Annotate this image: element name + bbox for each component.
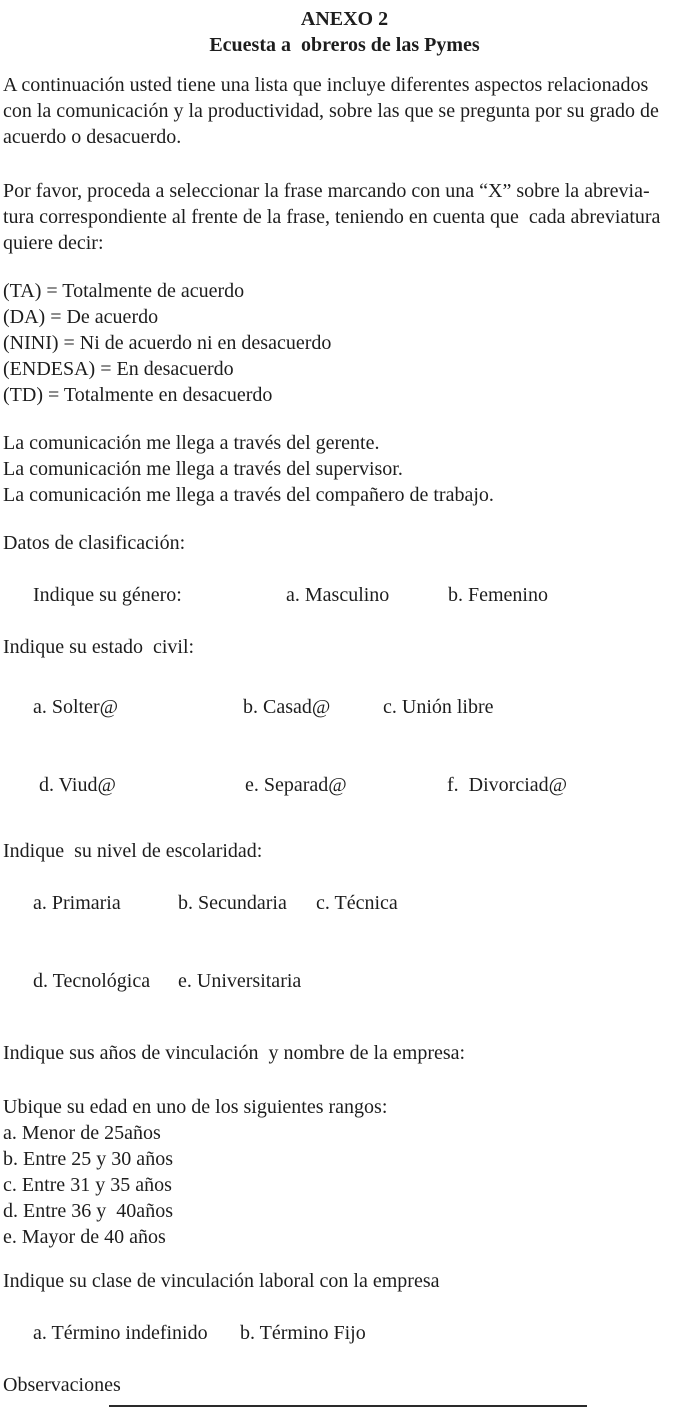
age-section bbox=[3, 1094, 686, 1250]
abbreviation-ta: (TA) = Totalmente de acuerdo bbox=[3, 280, 245, 302]
marital-option-viudo: d. Viud@ bbox=[39, 774, 116, 796]
age-option-e: e. Mayor de 40 años bbox=[3, 1226, 166, 1248]
title-block bbox=[3, 6, 686, 58]
gender-row bbox=[3, 556, 686, 634]
marital-status-options bbox=[3, 668, 686, 824]
age-option-a: a. Menor de 25años bbox=[3, 1122, 161, 1144]
classification-header: Datos de clasificación: bbox=[3, 532, 186, 554]
education-label: Indique su nivel de escolaridad: bbox=[3, 840, 263, 862]
education-option-tecnologica: d. Tecnológica bbox=[33, 970, 151, 992]
marital-option-soltero: a. Solter@ bbox=[33, 696, 119, 718]
education-option-tecnica: c. Técnica bbox=[316, 892, 398, 914]
marital-row-1 bbox=[3, 668, 686, 746]
instructions-paragraph bbox=[3, 178, 686, 256]
abbreviation-td: (TD) = Totalmente en desacuerdo bbox=[3, 384, 273, 406]
education-option-secundaria: b. Secundaria bbox=[178, 892, 287, 914]
gender-option-masculino: a. Masculino bbox=[286, 584, 390, 606]
marital-option-divorciado: f. Divorciad@ bbox=[447, 774, 568, 796]
age-option-d: d. Entre 36 y 40años bbox=[3, 1200, 173, 1222]
intro-paragraph bbox=[3, 72, 686, 150]
education-option-universitaria: e. Universitaria bbox=[178, 970, 302, 992]
marital-option-union-libre: c. Unión libre bbox=[383, 696, 494, 718]
marital-row-2 bbox=[3, 746, 686, 824]
marital-option-casado: b. Casad@ bbox=[243, 696, 331, 718]
education-section bbox=[3, 838, 686, 1020]
tenure-company-line: Indique sus años de vinculación y nombre de la empresa: bbox=[3, 1042, 466, 1064]
age-option-b: b. Entre 25 y 30 años bbox=[3, 1148, 173, 1170]
marital-status-label: Indique su estado civil: bbox=[3, 636, 195, 658]
employment-type-row bbox=[3, 1294, 686, 1372]
abbreviation-endesa: (ENDESA) = En desacuerdo bbox=[3, 358, 234, 380]
gender-label: Indique su género: bbox=[33, 584, 182, 606]
abbreviation-nini: (NINI) = Ni de acuerdo ni en desacuerdo bbox=[3, 332, 332, 354]
employment-type-section bbox=[3, 1268, 686, 1398]
instructions-line: tura correspondiente al frente de la frase, teniendo en cuenta que cada abreviatura bbox=[3, 206, 661, 228]
page-subtitle: Ecuesta a obreros de las Pymes bbox=[209, 34, 480, 56]
intro-line: A continuación usted tiene una lista que incluye diferentes aspectos relacionados bbox=[3, 74, 649, 96]
intro-line: acuerdo o desacuerdo. bbox=[3, 126, 182, 148]
marital-option-separado: e. Separad@ bbox=[245, 774, 347, 796]
abbreviation-da: (DA) = De acuerdo bbox=[3, 306, 159, 328]
age-label: Ubique su edad en uno de los siguientes rangos: bbox=[3, 1096, 388, 1118]
education-row-2 bbox=[3, 942, 686, 1020]
education-row-1 bbox=[3, 864, 686, 942]
communication-statements bbox=[3, 430, 686, 508]
observations-label: Observaciones bbox=[3, 1374, 121, 1396]
age-option-c: c. Entre 31 y 35 años bbox=[3, 1174, 172, 1196]
instructions-line: Por favor, proceda a seleccionar la frase marcando con una “X” sobre la abrevia- bbox=[3, 180, 650, 202]
instructions-line: quiere decir: bbox=[3, 232, 104, 254]
page-title: ANEXO 2 bbox=[300, 8, 389, 30]
statement-supervisor: La comunicación me llega a través del supervisor. bbox=[3, 458, 403, 480]
education-option-primaria: a. Primaria bbox=[33, 892, 121, 914]
classification-section bbox=[3, 530, 686, 660]
intro-line: con la comunicación y la productividad, sobre las que se pregunta por su grado de bbox=[3, 100, 659, 122]
statement-gerente: La comunicación me llega a través del gerente. bbox=[3, 432, 380, 454]
statement-companero: La comunicación me llega a través del compañero de trabajo. bbox=[3, 484, 494, 506]
gender-option-femenino: b. Femenino bbox=[448, 584, 548, 606]
employment-option-fijo: b. Término Fijo bbox=[240, 1322, 366, 1344]
employment-type-label: Indique su clase de vinculación laboral con la empresa bbox=[3, 1270, 440, 1292]
abbreviations-list bbox=[3, 278, 686, 408]
employment-option-indefinido: a. Término indefinido bbox=[33, 1322, 208, 1344]
